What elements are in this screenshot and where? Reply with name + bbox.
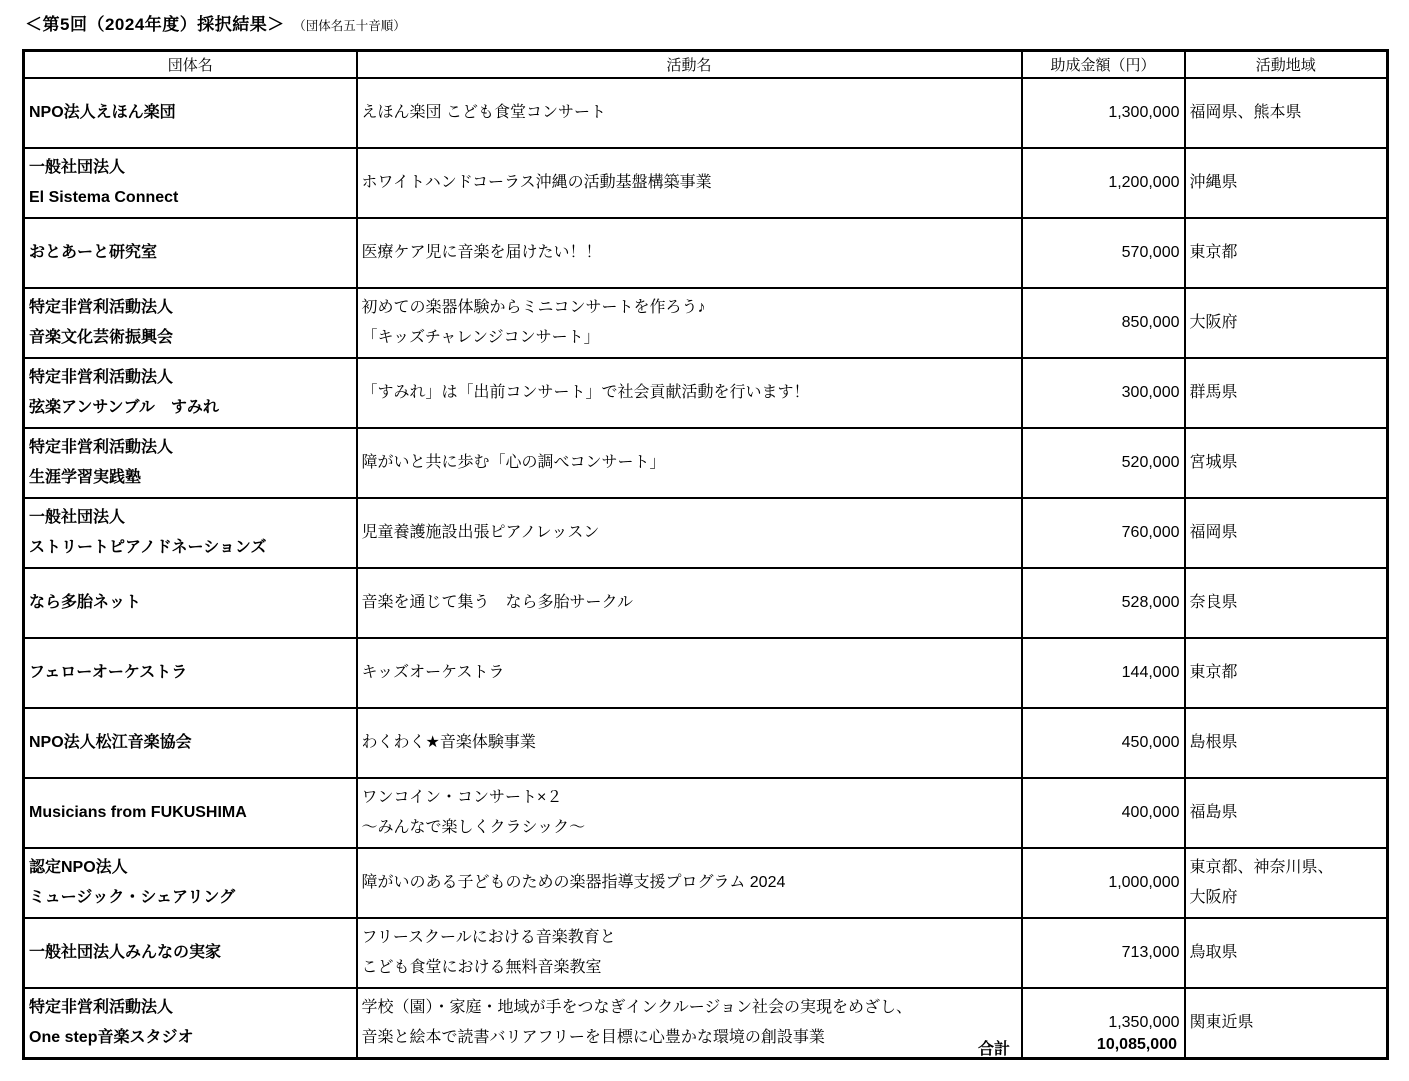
table-row xyxy=(24,708,1388,778)
region-cell-line: 沖縄県 xyxy=(1189,174,1238,191)
activity-cell-line: ワンコイン・コンサート×２ xyxy=(361,789,563,806)
organization-cell-line: 認定NPO法人 xyxy=(29,859,128,876)
table-row xyxy=(24,218,1388,288)
table-row xyxy=(24,778,1388,848)
region-cell xyxy=(1185,218,1388,288)
activity-cell-line: 障がいと共に歩む「心の調べコンサート」 xyxy=(361,454,666,471)
activity-cell-line: 音楽を通じて集う なら多胎サークル xyxy=(361,594,634,611)
region-cell xyxy=(1185,568,1388,638)
region-cell xyxy=(1185,288,1388,358)
organization-cell-line: One step音楽スタジオ xyxy=(29,1029,194,1046)
table-row xyxy=(24,78,1388,148)
organization-cell xyxy=(24,918,357,988)
table-body xyxy=(24,78,1388,1059)
col-header-amount: 助成金額（円） xyxy=(1022,51,1185,79)
total-row xyxy=(22,1036,1183,1059)
region-cell-line: 福岡県、熊本県 xyxy=(1189,104,1302,121)
title-main: ＜第5回（2024年度）採択結果＞ xyxy=(25,15,285,34)
activity-cell-line: ホワイトハンドコーラス沖縄の活動基盤構築事業 xyxy=(361,174,712,191)
region-cell xyxy=(1185,708,1388,778)
organization-cell-line: フェローオーケストラ xyxy=(29,664,188,681)
region-cell xyxy=(1185,78,1388,148)
organization-cell-line: 音楽文化芸術振興会 xyxy=(29,329,174,346)
organization-cell-line: ミュージック・シェアリング xyxy=(29,889,236,906)
activity-cell-line: 児童養護施設出張ピアノレッスン xyxy=(361,524,600,541)
region-cell-line: 関東近県 xyxy=(1189,1014,1254,1031)
activity-cell xyxy=(357,78,1022,148)
organization-cell-line: なら多胎ネット xyxy=(29,594,142,611)
region-cell xyxy=(1185,918,1388,988)
table-row xyxy=(24,358,1388,428)
col-header-activity: 活動名 xyxy=(357,51,1022,79)
activity-cell-line: 学校（園）・家庭・地域が手をつなぎインクルージョン社会の実現をめざし、 xyxy=(361,999,913,1016)
total-label: 合計 xyxy=(977,1041,1010,1058)
organization-cell-line: 一般社団法人 xyxy=(29,159,126,176)
organization-cell-line: 特定非営利活動法人 xyxy=(29,999,174,1016)
table-row xyxy=(24,918,1388,988)
region-cell-line: 宮城県 xyxy=(1189,454,1238,471)
activity-cell xyxy=(357,288,1022,358)
organization-cell-line: 弦楽アンサンブル すみれ xyxy=(29,399,219,416)
region-cell xyxy=(1185,498,1388,568)
table-row xyxy=(24,568,1388,638)
activity-cell-line: 初めての楽器体験からミニコンサートを作ろう♪ xyxy=(361,299,706,316)
organization-cell-line: おとあーと研究室 xyxy=(29,244,158,261)
activity-cell-line: フリースクールにおける音楽教育と xyxy=(361,929,616,946)
region-cell-line: 大阪府 xyxy=(1189,314,1238,331)
activity-cell xyxy=(357,148,1022,218)
region-cell-line: 福島県 xyxy=(1189,804,1238,821)
region-cell xyxy=(1185,638,1388,708)
amount-cell: 1,300,000 xyxy=(1022,78,1185,148)
region-cell xyxy=(1185,988,1388,1059)
table-row xyxy=(24,428,1388,498)
region-cell-line: 群馬県 xyxy=(1189,384,1238,401)
organization-cell xyxy=(24,568,357,638)
activity-cell-line: 「すみれ」は「出前コンサート」で社会貢献活動を行います！ xyxy=(361,384,810,401)
col-header-organization: 団体名 xyxy=(24,51,357,79)
amount-cell: 850,000 xyxy=(1022,288,1185,358)
amount-cell: 144,000 xyxy=(1022,638,1185,708)
organization-cell-line: 一般社団法人 xyxy=(29,509,126,526)
activity-cell xyxy=(357,428,1022,498)
amount-cell: 760,000 xyxy=(1022,498,1185,568)
region-cell-line: 東京都、神奈川県、 xyxy=(1189,859,1334,876)
organization-cell xyxy=(24,778,357,848)
activity-cell-line: 音楽と絵本で読書バリアフリーを目標に心豊かな環境の創設事業 xyxy=(361,1029,825,1046)
activity-cell-line: えほん楽団 こども食堂コンサート xyxy=(361,104,606,121)
organization-cell xyxy=(24,78,357,148)
amount-cell: 520,000 xyxy=(1022,428,1185,498)
activity-cell xyxy=(357,358,1022,428)
activity-cell xyxy=(357,498,1022,568)
table-row xyxy=(24,638,1388,708)
region-cell xyxy=(1185,848,1388,918)
region-cell-line: 奈良県 xyxy=(1189,594,1238,611)
amount-cell: 528,000 xyxy=(1022,568,1185,638)
region-cell-line: 東京都 xyxy=(1189,244,1238,261)
region-cell-line: 東京都 xyxy=(1189,664,1238,681)
organization-cell-line: 生涯学習実践塾 xyxy=(29,469,142,486)
organization-cell xyxy=(24,708,357,778)
activity-cell-line: キッズオーケストラ xyxy=(361,664,505,681)
amount-cell: 1,000,000 xyxy=(1022,848,1185,918)
organization-cell-line: ストリートピアノドネーションズ xyxy=(29,539,267,556)
activity-cell-line: 障がいのある子どものための楽器指導支援プログラム 2024 xyxy=(361,874,786,891)
activity-cell xyxy=(357,638,1022,708)
table-row xyxy=(24,498,1388,568)
amount-cell: 300,000 xyxy=(1022,358,1185,428)
col-header-region: 活動地域 xyxy=(1185,51,1388,79)
region-cell-line: 福岡県 xyxy=(1189,524,1238,541)
activity-cell-line: ～みんなで楽しくクラシック～ xyxy=(361,819,586,836)
organization-cell xyxy=(24,638,357,708)
organization-cell-line: NPO法人松江音楽協会 xyxy=(29,734,192,751)
total-amount: 10,085,000 xyxy=(1096,1036,1177,1053)
activity-cell xyxy=(357,568,1022,638)
organization-cell-line: 特定非営利活動法人 xyxy=(29,299,174,316)
amount-cell: 1,200,000 xyxy=(1022,148,1185,218)
region-cell xyxy=(1185,778,1388,848)
organization-cell xyxy=(24,218,357,288)
page-title xyxy=(25,10,406,35)
amount-cell: 1,350,000 xyxy=(1022,988,1185,1059)
amount-cell: 450,000 xyxy=(1022,708,1185,778)
table-row xyxy=(24,848,1388,918)
region-cell-line: 大阪府 xyxy=(1189,889,1238,906)
activity-cell-line: こども食堂における無料音楽教室 xyxy=(361,959,602,976)
amount-cell: 400,000 xyxy=(1022,778,1185,848)
title-sub: （団体名五十音順） xyxy=(293,19,406,33)
organization-cell xyxy=(24,428,357,498)
organization-cell xyxy=(24,288,357,358)
region-cell xyxy=(1185,148,1388,218)
organization-cell xyxy=(24,148,357,218)
organization-cell-line: Musicians from FUKUSHIMA xyxy=(29,804,247,821)
activity-cell-line: 「キッズチャレンジコンサート」 xyxy=(361,329,600,346)
organization-cell xyxy=(24,498,357,568)
region-cell xyxy=(1185,428,1388,498)
activity-cell xyxy=(357,218,1022,288)
organization-cell xyxy=(24,358,357,428)
region-cell xyxy=(1185,358,1388,428)
region-cell-line: 島根県 xyxy=(1189,734,1238,751)
activity-cell xyxy=(357,848,1022,918)
grant-table xyxy=(22,49,1389,1060)
organization-cell-line: 特定非営利活動法人 xyxy=(29,439,174,456)
region-cell-line: 鳥取県 xyxy=(1189,944,1238,961)
organization-cell xyxy=(24,848,357,918)
table-row xyxy=(24,288,1388,358)
organization-cell-line: El Sistema Connect xyxy=(29,189,179,206)
activity-cell xyxy=(357,918,1022,988)
activity-cell xyxy=(357,708,1022,778)
header-row xyxy=(24,51,1388,79)
organization-cell-line: 一般社団法人みんなの実家 xyxy=(29,944,222,961)
amount-cell: 570,000 xyxy=(1022,218,1185,288)
organization-cell-line: 特定非営利活動法人 xyxy=(29,369,174,386)
table-row xyxy=(24,148,1388,218)
table-header xyxy=(24,51,1388,79)
organization-cell-line: NPO法人えほん楽団 xyxy=(29,104,176,121)
activity-cell xyxy=(357,778,1022,848)
activity-cell-line: わくわく★音楽体験事業 xyxy=(361,734,536,751)
amount-cell: 713,000 xyxy=(1022,918,1185,988)
activity-cell-line: 医療ケア児に音楽を届けたい！！ xyxy=(361,244,602,261)
